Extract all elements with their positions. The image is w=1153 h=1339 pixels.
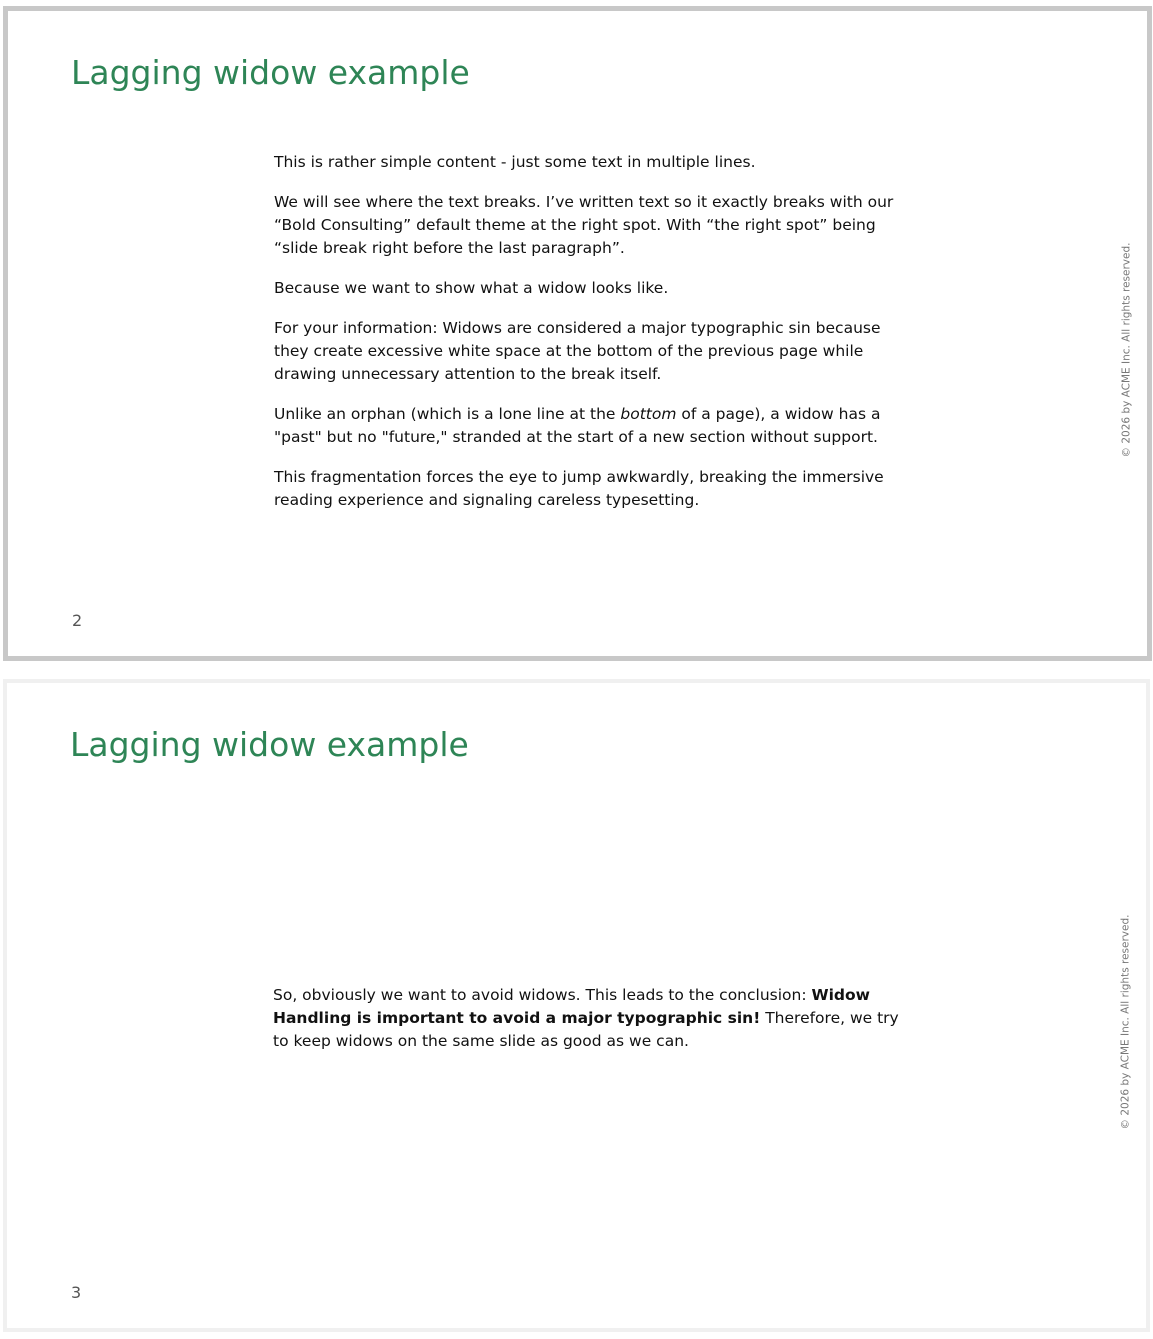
paragraph-1-start: So, obviously we want to avoid widows. This leads to the conclusion: (273, 986, 812, 1004)
slide-3[interactable] (3, 679, 1150, 1332)
paragraph-5-start: Unlike an orphan (which is a lone line at the (274, 405, 621, 423)
paragraph-5 (274, 403, 904, 449)
paragraph-1-bold: Widow Handling is important to avoid a major typographic sin! (273, 986, 870, 1027)
paragraph-5-end: of a page), a widow has a "past" but no "future," stranded at the start of a new section without support. (274, 405, 881, 446)
copyright-notice (1115, 912, 1135, 1132)
paragraph-2: We will see where the text breaks. I’ve written text so it exactly breaks with our “Bold Consulting” default theme at the right spot. With “the right spot” being “slide break right before the last paragraph”. (274, 193, 894, 257)
paragraph-4: For your information: Widows are considered a major typographic sin because they create excessive white space at the bottom of the previous page while drawing unnecessary attention to the break itself. (274, 319, 881, 383)
paragraph-5-emphasis: bottom (620, 405, 677, 423)
paragraph-1 (273, 984, 903, 1053)
slide-2[interactable] (3, 6, 1152, 661)
copyright-text: © 2026 by ACME Inc. All rights reserved. (1120, 242, 1133, 458)
copyright-notice (1116, 240, 1136, 460)
page-number: 3 (71, 1283, 82, 1302)
page-number: 2 (72, 611, 83, 630)
paragraph-6: This fragmentation forces the eye to jump awkwardly, breaking the immersive reading experience and signaling careless typesetting. (274, 468, 884, 509)
paragraph-1-end: Therefore, we try to keep widows on the same slide as good as we can. (273, 1009, 899, 1050)
slide-body (273, 984, 903, 1070)
paragraph-3: Because we want to show what a widow looks like. (274, 279, 669, 297)
paragraph-1: This is rather simple content - just some text in multiple lines. (274, 153, 756, 171)
slide-title: Lagging widow example (71, 53, 470, 92)
copyright-text: © 2026 by ACME Inc. All rights reserved. (1119, 914, 1132, 1130)
slide-title: Lagging widow example (70, 725, 469, 764)
slide-body (274, 151, 904, 529)
